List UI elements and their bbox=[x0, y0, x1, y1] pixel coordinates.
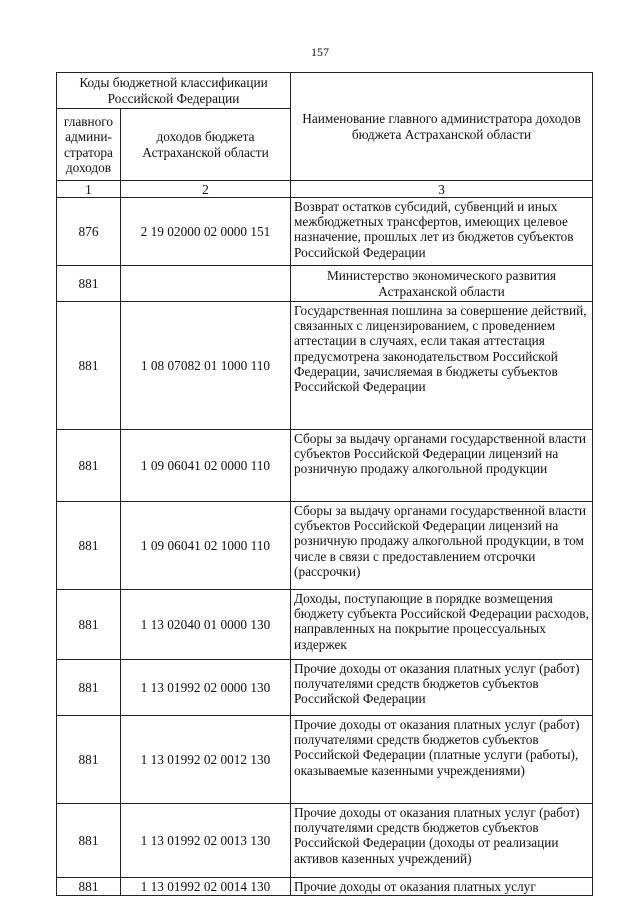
table-row bbox=[57, 590, 593, 660]
table-row bbox=[57, 716, 593, 804]
admin-code: 881 bbox=[57, 660, 121, 716]
admin-code: 881 bbox=[57, 878, 121, 896]
income-code: 1 13 01992 02 0014 130 bbox=[121, 878, 291, 896]
income-name: Государственная пошлина за совершение действий, связанных с лицензированием, с проведением аттестации в случаях, если такая аттестация предусмотрена законодательством Российской Федерации, зачисляемая в бюджеты субъектов Российской Федерации bbox=[291, 302, 593, 430]
header-num-2: 2 bbox=[121, 181, 291, 198]
income-name: Прочие доходы от оказания платных услуг bbox=[291, 878, 593, 896]
ministry-name: Министерство экономического развития Астраханской области bbox=[291, 266, 593, 302]
income-code: 1 13 01992 02 0013 130 bbox=[121, 804, 291, 878]
income-name: Прочие доходы от оказания платных услуг (работ) получателями средств бюджетов субъектов Российской Федерации (платные услуги (работы), оказываемые казенными учреждениями) bbox=[291, 716, 593, 804]
admin-code: 876 bbox=[57, 198, 121, 266]
table-row bbox=[57, 804, 593, 878]
table-row bbox=[57, 430, 593, 502]
table-row bbox=[57, 502, 593, 590]
table-row bbox=[57, 660, 593, 716]
admin-code: 881 bbox=[57, 430, 121, 502]
income-code: 1 13 01992 02 0000 130 bbox=[121, 660, 291, 716]
income-code: 1 13 01992 02 0012 130 bbox=[121, 716, 291, 804]
income-code: 1 09 06041 02 1000 110 bbox=[121, 502, 291, 590]
income-code bbox=[121, 266, 291, 302]
admin-code: 881 bbox=[57, 716, 121, 804]
income-code: 2 19 02000 02 0000 151 bbox=[121, 198, 291, 266]
header-col2-title: доходов бюджета Астраханской области bbox=[121, 109, 291, 181]
admin-code: 881 bbox=[57, 804, 121, 878]
income-name: Сборы за выдачу органами государственной власти субъектов Российской Федерации лицензий на розничную продажу алкогольной продукции bbox=[291, 430, 593, 502]
page-number: 157 bbox=[311, 45, 329, 59]
admin-code: 881 bbox=[57, 590, 121, 660]
budget-classification-table bbox=[56, 72, 593, 896]
income-name: Прочие доходы от оказания платных услуг (работ) получателями средств бюджетов субъектов Российской Федерации (доходы от реализации активов казенных учреждений) bbox=[291, 804, 593, 878]
header-group-title: Коды бюджетной классификации Российской Федерации bbox=[57, 73, 291, 109]
header-col1-title: главного админи-стратора доходов bbox=[57, 109, 121, 181]
admin-code: 881 bbox=[57, 302, 121, 430]
income-name: Прочие доходы от оказания платных услуг (работ) получателями средств бюджетов субъектов Российской Федерации bbox=[291, 660, 593, 716]
table-row bbox=[57, 266, 593, 302]
income-name: Сборы за выдачу органами государственной власти субъектов Российской Федерации лицензий на розничную продажу алкогольной продукции, в том числе в связи с предоставлением отсрочки (рассрочки) bbox=[291, 502, 593, 590]
table-row bbox=[57, 198, 593, 266]
header-col3-title: Наименование главного администратора доходов бюджета Астраханской области bbox=[291, 73, 593, 181]
header-num-3: 3 bbox=[291, 181, 593, 198]
admin-code: 881 bbox=[57, 266, 121, 302]
income-code: 1 08 07082 01 1000 110 bbox=[121, 302, 291, 430]
income-name: Доходы, поступающие в порядке возмещения бюджету субъекта Российской Федерации расходов, направленных на покрытие процессуальных издержек bbox=[291, 590, 593, 660]
header-num-1: 1 bbox=[57, 181, 121, 198]
table-row bbox=[57, 302, 593, 430]
income-code: 1 13 02040 01 0000 130 bbox=[121, 590, 291, 660]
income-name: Возврат остатков субсидий, субвенций и иных межбюджетных трансфертов, имеющих целевое назначение, прошлых лет из бюджетов субъектов Российской Федерации bbox=[291, 198, 593, 266]
income-code: 1 09 06041 02 0000 110 bbox=[121, 430, 291, 502]
table-row bbox=[57, 878, 593, 896]
admin-code: 881 bbox=[57, 502, 121, 590]
